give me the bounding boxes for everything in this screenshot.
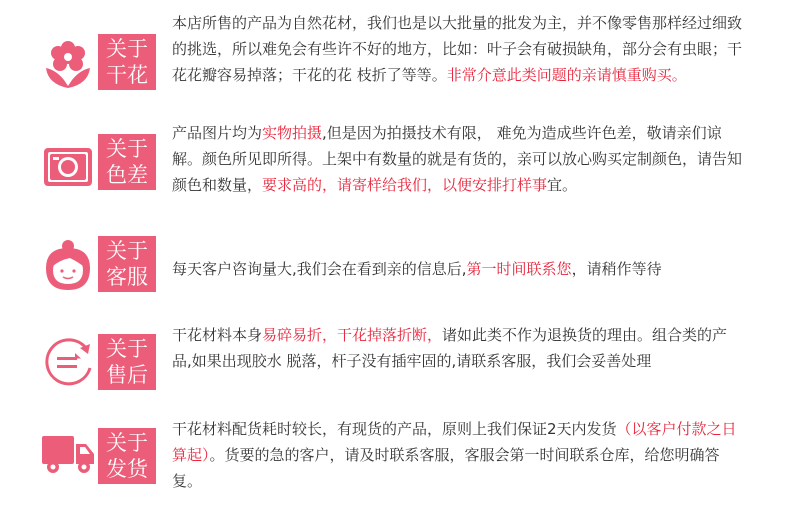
badge-color-difference bbox=[98, 134, 156, 190]
text-segment: 每天客户咨询量大,我们会在看到亲的信息后, bbox=[172, 260, 467, 278]
badge-line-2: 干花 bbox=[106, 63, 148, 87]
badge-dried-flowers bbox=[98, 34, 156, 90]
badge-customer-service bbox=[98, 236, 156, 292]
badge-shipping bbox=[98, 428, 156, 484]
badge-line-2: 售后 bbox=[106, 363, 148, 387]
badge-line-2: 色差 bbox=[106, 163, 148, 187]
delivery-truck-icon bbox=[40, 424, 96, 480]
section-text bbox=[172, 10, 744, 88]
badge-after-sales bbox=[98, 334, 156, 390]
section-text bbox=[172, 322, 744, 374]
highlight-segment: （以客户付款之日算起） bbox=[172, 420, 737, 464]
text-segment: 干花材料本身 bbox=[172, 326, 263, 344]
highlight-segment: 要求高的，请寄样给我们，以便安排打样事 bbox=[262, 176, 548, 194]
highlight-segment: 非常介意此类问题的亲请慎重购买。 bbox=[446, 66, 687, 84]
section-text bbox=[172, 120, 744, 198]
headset-agent-icon bbox=[40, 238, 96, 294]
text-segment: 宜。 bbox=[547, 176, 578, 194]
badge-line-1: 关于 bbox=[106, 137, 148, 161]
text-segment: 本店所售的产品为自然花材，我们也是以大批量的批发为主，并不像零售那样经过细致的挑选，所以难免会有些许不好的地方，比如：叶子会有破损缺角，部分会有虫眼；干花花瓣容易掉落；干花的花 枝折了等等。 bbox=[172, 14, 743, 84]
badge-line-1: 关于 bbox=[106, 239, 148, 263]
flower-icon bbox=[40, 36, 96, 92]
highlight-segment: 实物拍摄 bbox=[262, 124, 323, 142]
text-segment: ，请稍作等待 bbox=[571, 260, 662, 278]
badge-line-1: 关于 bbox=[106, 337, 148, 361]
exchange-circle-icon bbox=[40, 334, 96, 390]
text-segment: ,但是因为拍摄技术有限， 难免为造成些许色差，敬请亲们谅解。颜色所见即所得。上架中有数量的就是有货的，亲可以放心购买定制颜色，请告知颜色和数量， bbox=[172, 124, 743, 194]
badge-line-1: 关于 bbox=[106, 431, 148, 455]
section-text bbox=[172, 256, 744, 282]
badge-line-2: 客服 bbox=[106, 265, 148, 289]
badge-line-2: 发货 bbox=[106, 457, 148, 481]
text-segment: 诸如此类不作为退换货的理由。组合类的产品,如果出现胶水 脱落，杆子没有插牢固的,请联系客服，我们会妥善处理 bbox=[172, 326, 728, 370]
highlight-segment: 易碎易折，干花掉落折断， bbox=[262, 326, 443, 344]
section-text bbox=[172, 416, 744, 494]
text-segment: 。货要的急的客户，请及时联系客服，客服会第一时间联系仓库，给您明确答复。 bbox=[172, 446, 720, 490]
text-segment: 干花材料配货耗时较长，有现货的产品，原则上我们保证2天内发货 bbox=[172, 420, 617, 438]
badge-line-1: 关于 bbox=[106, 37, 148, 61]
highlight-segment: 第一时间联系您 bbox=[466, 260, 572, 278]
camera-icon bbox=[40, 138, 96, 194]
text-segment: 产品图片均为 bbox=[172, 124, 263, 142]
